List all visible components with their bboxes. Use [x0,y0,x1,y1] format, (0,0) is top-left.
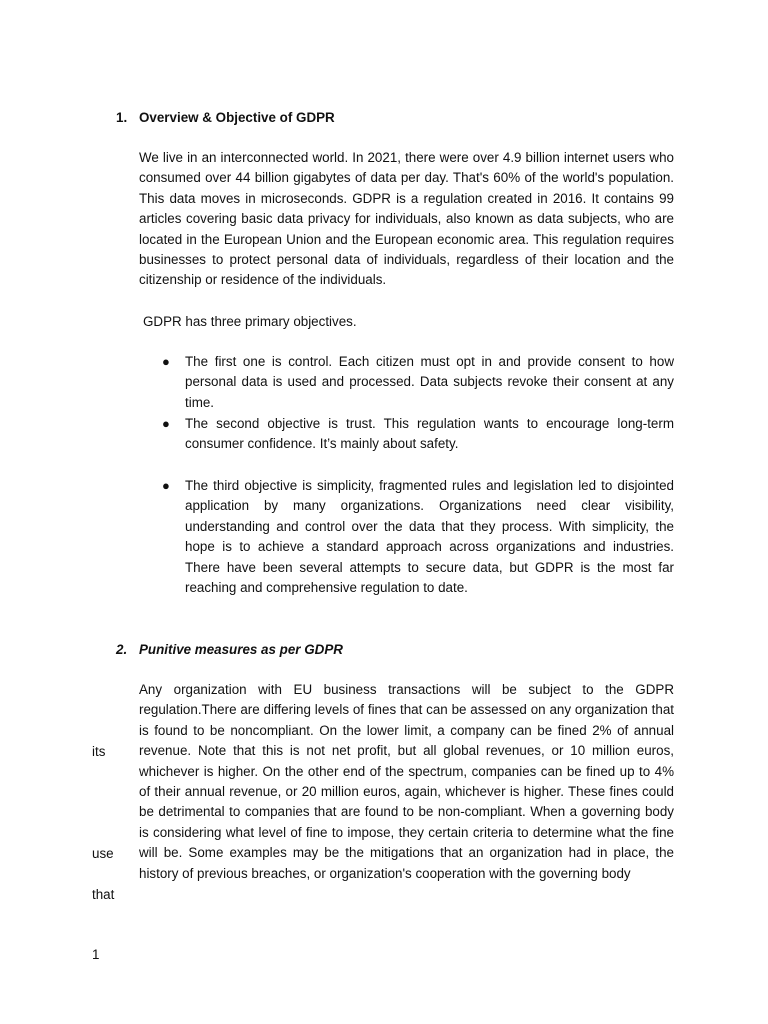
section-2-heading [116,640,343,660]
objective-bullet-1: The first one is control. Each citizen must opt in and provide consent to how personal data is used and processed. Data subjects revoke their consent at any time. [185,354,674,410]
objective-bullet-2: The second objective is trust. This regulation wants to encourage long-term consumer confidence. It’s mainly about safety. [185,416,674,452]
page-number: 1 [92,947,100,962]
objective-bullet-3: The third objective is simplicity, fragmented rules and legislation led to disjointed application by many organizations. Organizations need clear visibility, understanding and control over the data that they process. With simplicity, the hope is to achieve a standard approach across organizations and industries. There have been several attempts to secure data, but GDPR is the most far reaching and comprehensive regulation to date. [185,478,674,596]
section-1-heading [116,108,335,128]
section-1-paragraph: We live in an interconnected world. In 2021, there were over 4.9 billion internet users who consumed over 44 billion gigabytes of data per day. That's 60% of the world's population. This data moves in microseconds. GDPR is a regulation created in 2016. It contains 99 articles covering basic data privacy for individuals, also known as data subjects, who are located in the European Union and the European economic area. This regulation requires businesses to protect personal data of individuals, regardless of their location and the citizenship or residence of the individuals. [139,150,674,288]
bullet-dot-icon: ● [162,354,170,369]
section-2-title: Punitive measures as per GDPR [139,642,343,657]
objectives-intro: GDPR has three primary objectives. [143,314,357,329]
section-1-title: Overview & Objective of GDPR [139,110,335,125]
section-2-paragraph: Any organization with EU business transactions will be subject to the GDPR regulation.There are differing levels of fines that can be assessed on any organization that is found to be noncompliant. On the lower limit, a company can be fined 2% of annual revenue. Note that this is not net profit, but all global revenues, or 10 million euros, whichever is higher. On the other end of the spectrum, companies can be fined up to 4% of their annual revenue, or 20 million euros, again, whichever is higher. These fines could be detrimental to companies that are found to be non-compliant. When a governing body is considering what level of fine to impose, they certain criteria to determine what the fine will be. Some examples may be the mitigations that an organization had in place, the history of previous breaches, or organization's cooperation with the governing body [139,682,674,881]
bullet-dot-icon: ● [162,416,170,431]
section-1-number: 1. [116,110,128,125]
margin-word-use: use [92,846,114,861]
bullet-dot-icon: ● [162,478,170,493]
margin-word-its: its [92,744,106,759]
section-2-number: 2. [116,642,128,657]
margin-word-that: that [92,887,115,902]
